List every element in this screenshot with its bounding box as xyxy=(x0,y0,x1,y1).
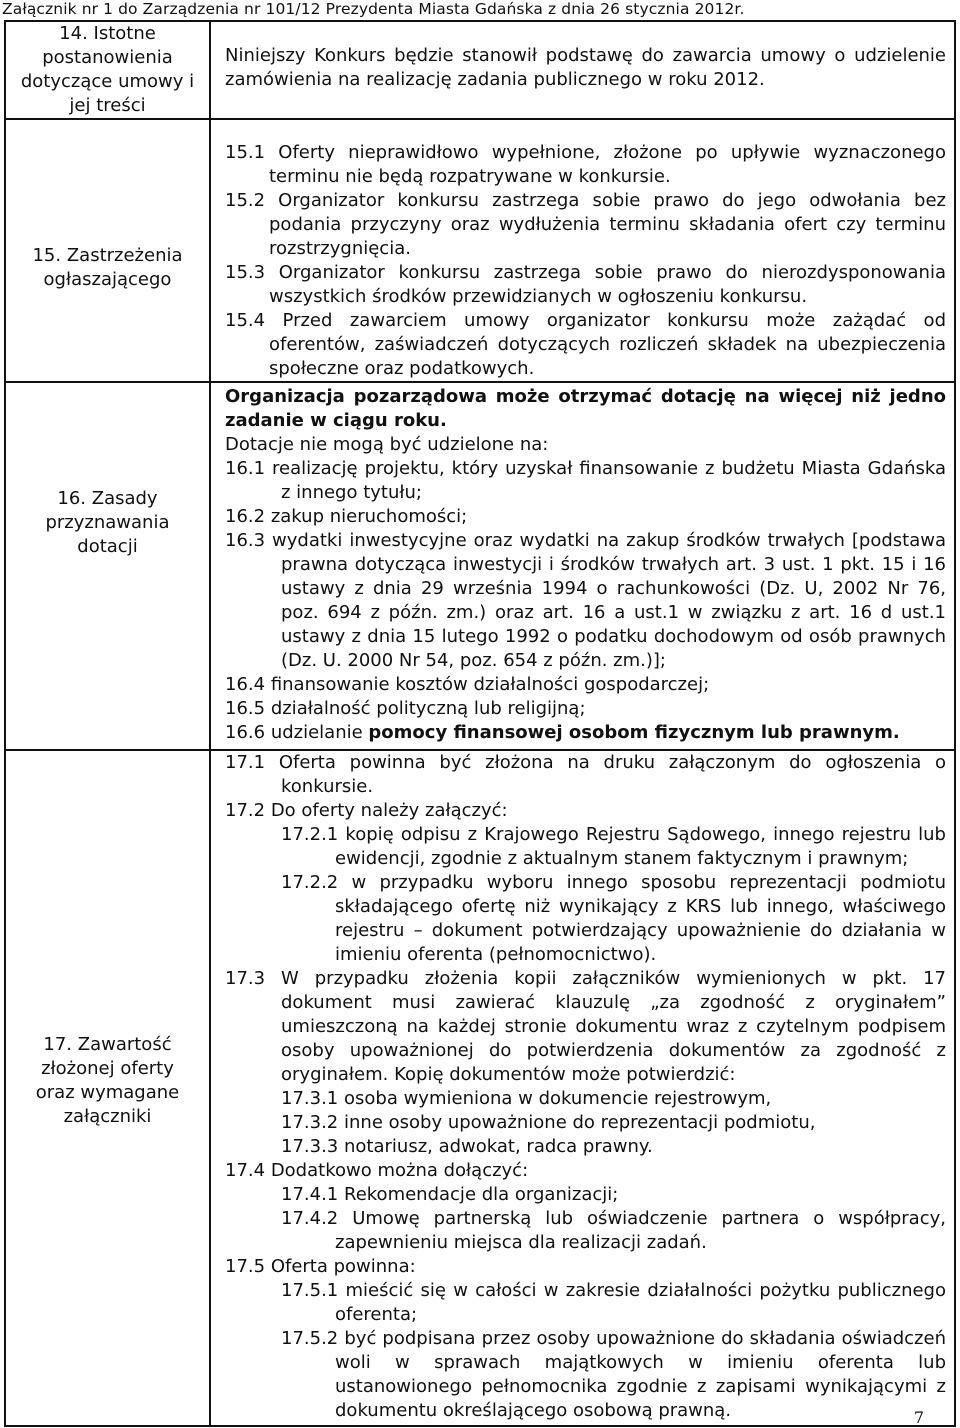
sub-list-item: 17.3.3 notariusz, adwokat, radca prawny. xyxy=(281,1136,653,1157)
sub-list-item: 17.5.2 być podpisana przez osoby upoważnione do składania oświadczeń woli w sprawach majątkowych w imieniu oferenta lub ustanowionego pełnomocnika zgodnie z zapisami wynikającymi z dokumentu określającego osobową prawną. xyxy=(281,1328,946,1421)
page-number: 7 xyxy=(913,1408,924,1427)
list-item: 15.1 Oferty nieprawidłowo wypełnione, złożone po upływie wyznaczonego terminu nie będą rozpatrywane w konkursie. xyxy=(225,142,946,187)
sub-list-item: 17.3.2 inne osoby upoważnione do reprezentacji podmiotu, xyxy=(281,1112,816,1133)
label-line: 15. Zastrzeżenia xyxy=(32,245,183,266)
list-item: 16.3 wydatki inwestycyjne oraz wydatki na zakup środków trwałych [podstawa prawna dotycząca inwestycji i środków trwałych art. 3 ust. 1 pkt. 15 i 16 ustawy z dnia 29 września 1994 o rachunkowości (Dz. U, 2002 Nr 76, poz. 694 z późn. zm.) oraz art. 16 a ust.1 w związku z art. 16 d ust.1 ustawy z dnia 15 lutego 1992 o podatku dochodowym od osób prawnych (Dz. U. 2000 Nr 54, poz. 654 z późn. zm.)]; xyxy=(225,530,946,671)
sub-list-item: 17.3.1 osoba wymieniona w dokumencie rejestrowym, xyxy=(281,1088,772,1109)
section-row-15 xyxy=(5,119,955,382)
label-line: załączniki xyxy=(63,1106,152,1127)
label-line: ogłaszającego xyxy=(43,269,172,290)
section-content-17 xyxy=(210,750,955,1426)
section-label-15 xyxy=(5,119,210,382)
list-item: 16.5 działalność polityczną lub religijną; xyxy=(225,698,586,719)
section-16-bold-intro: Organizacja pozarządowa może otrzymać dotację na więcej niż jedno zadanie w ciągu roku. xyxy=(225,386,946,431)
label-line: 14. Istotne xyxy=(59,23,156,44)
sub-list-item: 17.2.1 kopię odpisu z Krajowego Rejestru Sądowego, innego rejestru lub ewidencji, zgodnie z aktualnym stanem faktycznym i prawnym; xyxy=(281,824,946,869)
label-line: 16. Zasady xyxy=(57,488,158,509)
list-item: 17.2 Do oferty należy załączyć: xyxy=(225,800,508,821)
list-item: 17.4 Dodatkowo można dołączyć: xyxy=(225,1160,529,1181)
label-line: jej treści xyxy=(69,95,146,116)
sub-list-item: 17.5.1 mieścić się w całości w zakresie działalności pożytku publicznego oferenta; xyxy=(281,1280,946,1325)
section-row-17 xyxy=(5,750,955,1426)
label-line: przyznawania xyxy=(45,512,170,533)
sub-list-item: 17.4.1 Rekomendacje dla organizacji; xyxy=(281,1184,619,1205)
label-line: 17. Zawartość xyxy=(43,1034,172,1055)
list-item: 15.2 Organizator konkursu zastrzega sobie prawo do jego odwołania bez podania przyczyny oraz wydłużenia terminu składania ofert czy terminu rozstrzygnięcia. xyxy=(225,190,946,259)
section-content-14 xyxy=(210,21,955,119)
label-line: oraz wymagane xyxy=(35,1082,180,1103)
section-label-16 xyxy=(5,382,210,750)
list-item: 17.3 W przypadku złożenia kopii załączników wymienionych w pkt. 17 dokument musi zawierać klauzulę „za zgodność z oryginałem” umieszczoną na każdej stronie dokumentu wraz z czytelnym podpisem osoby upoważnionej do potwierdzenia dokumentów za zgodność z oryginałem. Kopię dokumentów może potwierdzić: xyxy=(225,968,946,1085)
label-line: dotacji xyxy=(77,536,138,557)
section-label-14 xyxy=(5,21,210,119)
regulations-table xyxy=(4,20,956,1427)
section-row-16 xyxy=(5,382,955,750)
label-line: złożonej oferty xyxy=(41,1058,174,1079)
section-label-17 xyxy=(5,750,210,1426)
list-item: 15.4 Przed zawarciem umowy organizator konkursu może zażądać od oferentów, zaświadczeń dotyczących rozliczeń składek na ubezpieczenia społeczne oraz podatkowych. xyxy=(225,310,946,379)
sub-list-item: 17.2.2 w przypadku wyboru innego sposobu reprezentacji podmiotu składającego ofertę niż wynikający z KRS lub innego, właściwego rejestru – dokument potwierdzający upoważnienie do działania w imieniu oferenta (pełnomocnictwo). xyxy=(281,872,946,965)
list-item: 17.1 Oferta powinna być złożona na druku załączonym do ogłoszenia o konkursie. xyxy=(225,752,946,797)
list-item: 17.5 Oferta powinna: xyxy=(225,1256,416,1277)
sub-list-item: 17.4.2 Umowę partnerską lub oświadczenie partnera o współpracy, zapewnieniu miejsca dla realizacji zadań. xyxy=(281,1208,946,1253)
section-content-15 xyxy=(210,119,955,382)
section-16-intro: Dotacje nie mogą być udzielone na: xyxy=(225,434,549,455)
label-line: dotyczące umowy i xyxy=(20,71,195,92)
label-line: postanowienia xyxy=(42,47,173,68)
list-item: 15.3 Organizator konkursu zastrzega sobie prawo do nierozdysponowania wszystkich środków przewidzianych w ogłoszeniu konkursu. xyxy=(225,262,946,307)
document-header: Załącznik nr 1 do Zarządzenia nr 101/12 Prezydenta Miasta Gdańska z dnia 26 stycznia 2012r. xyxy=(2,0,745,18)
list-item: 16.6 udzielanie pomocy finansowej osobom fizycznym lub prawnym. xyxy=(225,722,900,743)
section-14-text: Niniejszy Konkurs będzie stanowił podstawę do zawarcia umowy o udzielenie zamówienia na realizację zadania publicznego w roku 2012. xyxy=(225,45,946,90)
section-content-16 xyxy=(210,382,955,750)
list-item: 16.2 zakup nieruchomości; xyxy=(225,506,468,527)
list-item: 16.4 finansowanie kosztów działalności gospodarczej; xyxy=(225,674,710,695)
section-row-14 xyxy=(5,21,955,119)
list-item: 16.1 realizację projektu, który uzyskał finansowanie z budżetu Miasta Gdańska z innego tytułu; xyxy=(225,458,946,503)
